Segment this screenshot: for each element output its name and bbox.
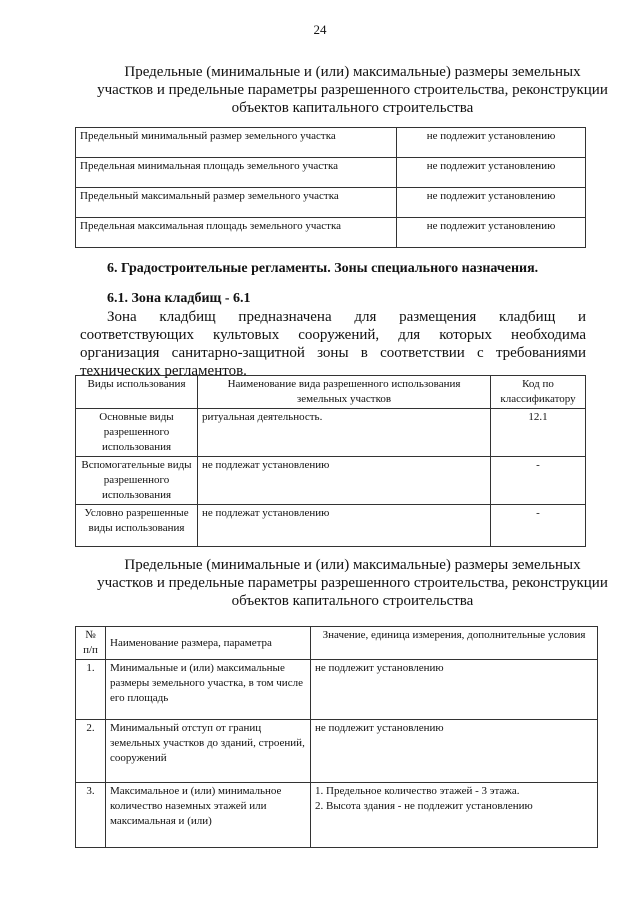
value-cell <box>311 660 598 720</box>
value-cell: не подлежит установлению <box>397 218 586 248</box>
param-cell: Минимальные и (или) максимальные размеры земельного участка, в том числе его площадь <box>106 660 311 720</box>
title-line: участков и предельные параметры разрешенного строительства, реконструкции <box>97 82 608 98</box>
limits-title-1 <box>80 63 625 117</box>
header-cell: Значение, единица измерения, дополнительные условия <box>311 627 598 660</box>
plot-limits-table <box>75 127 586 248</box>
title-line: Предельные (минимальные и (или) максимальные) размеры земельных <box>124 64 581 80</box>
table-header-row <box>76 627 598 660</box>
table-row <box>76 505 586 547</box>
value-line: не подлежит установлению <box>315 722 444 734</box>
value-cell <box>311 783 598 848</box>
title-line: участков и предельные параметры разрешенного строительства, реконструкции <box>97 575 608 591</box>
value-cell: не подлежит установлению <box>397 128 586 158</box>
header-cell: Виды использования <box>76 376 198 409</box>
param-cell: Предельный минимальный размер земельного участка <box>76 128 397 158</box>
code-cell: - <box>491 505 586 547</box>
value-cell: не подлежит установлению <box>397 158 586 188</box>
param-cell: Предельная максимальная площадь земельного участка <box>76 218 397 248</box>
table-header-row <box>76 376 586 409</box>
value-line: 1. Предельное количество этажей - 3 этажа. <box>315 785 520 797</box>
use-name-cell: не подлежат установлению <box>198 505 491 547</box>
table-row <box>76 660 598 720</box>
table-row <box>76 457 586 505</box>
value-line: не подлежит установлению <box>315 662 444 674</box>
header-cell: Наименование вида разрешенного использования земельных участков <box>198 376 491 409</box>
section-heading: 6. Градостроительные регламенты. Зоны специального назначения. <box>107 261 539 276</box>
table-row <box>76 409 586 457</box>
value-line: 2. Высота здания - не подлежит установлению <box>315 800 533 812</box>
param-cell: Предельный максимальный размер земельного участка <box>76 188 397 218</box>
zone-description: Зона кладбищ предназначена для размещения кладбищ и соответствующих культовых сооружений, для которых необходима организация санитарно-защитной зоны в соответствии с требованиями технических регламентов. <box>80 309 586 379</box>
title-line: объектов капитального строительства <box>231 100 474 116</box>
title-line: объектов капитального строительства <box>231 593 474 609</box>
row-number-cell: 2. <box>76 720 106 783</box>
code-cell: - <box>491 457 586 505</box>
subsection-heading: 6.1. Зона кладбищ - 6.1 <box>107 291 251 306</box>
row-number-cell: 1. <box>76 660 106 720</box>
table-row <box>76 128 586 158</box>
use-name-cell: не подлежат установлению <box>198 457 491 505</box>
param-cell: Минимальный отступ от границ земельных участков до зданий, строений, сооружений <box>106 720 311 783</box>
page-number: 24 <box>313 22 327 37</box>
table-row <box>76 188 586 218</box>
row-number-cell: 3. <box>76 783 106 848</box>
use-name-cell: ритуальная деятельность. <box>198 409 491 457</box>
table-row <box>76 218 586 248</box>
table-row <box>76 158 586 188</box>
use-type-cell: Основные виды разрешенного использования <box>76 409 198 457</box>
header-cell: Наименование размера, параметра <box>106 627 311 660</box>
value-cell <box>311 720 598 783</box>
header-cell: Код по классификатору <box>491 376 586 409</box>
construction-params-table <box>75 626 598 848</box>
title-line: Предельные (минимальные и (или) максимальные) размеры земельных <box>124 557 581 573</box>
use-type-cell: Условно разрешенные виды использования <box>76 505 198 547</box>
value-cell: не подлежит установлению <box>397 188 586 218</box>
param-cell: Предельная минимальная площадь земельного участка <box>76 158 397 188</box>
code-cell: 12.1 <box>491 409 586 457</box>
limits-title-2 <box>80 556 625 610</box>
param-cell: Максимальное и (или) минимальное количество наземных этажей или максимальная и (или) <box>106 783 311 848</box>
header-cell: № п/п <box>76 627 106 660</box>
table-row <box>76 783 598 848</box>
table-row <box>76 720 598 783</box>
permitted-use-table <box>75 375 586 547</box>
use-type-cell: Вспомогательные виды разрешенного использования <box>76 457 198 505</box>
